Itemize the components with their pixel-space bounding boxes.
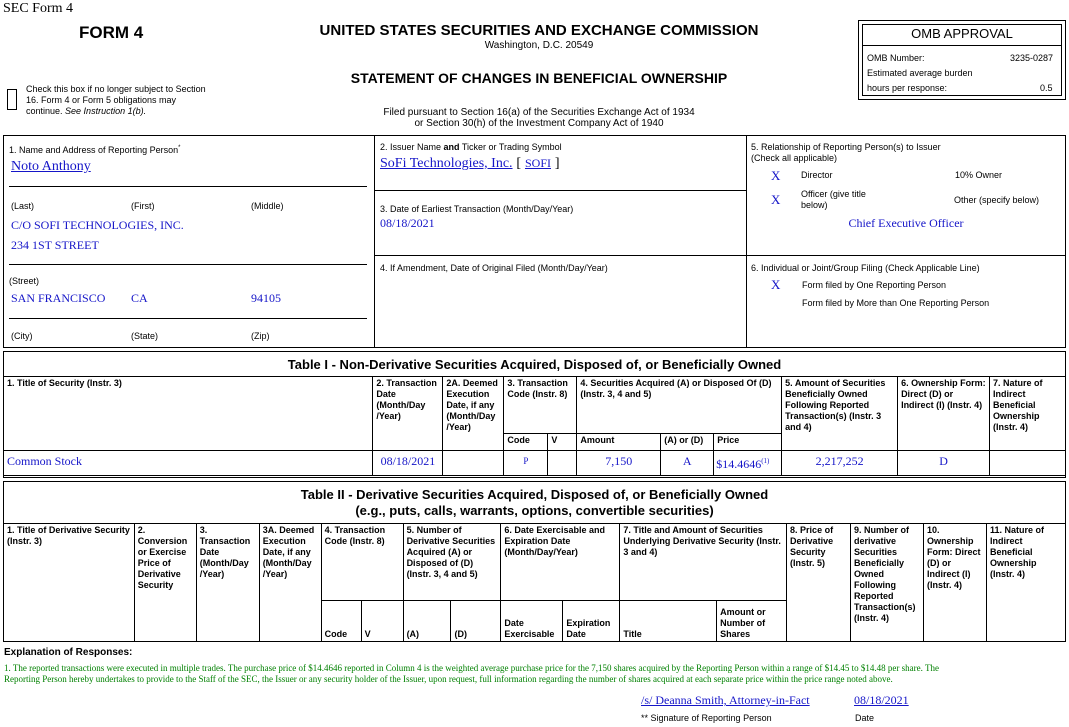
box6-label: 6. Individual or Joint/Group Filing (Check Applicable Line) [751,263,980,273]
table1 [3,376,1066,476]
t1-h7: 7. Nature of Indirect Beneficial Ownership (Instr. 4) [989,377,1065,451]
box2-label-text: Ticker or Trading Symbol [459,142,562,152]
table2 [3,523,1066,642]
table-row [4,451,1066,476]
ticker-link[interactable]: SOFI [524,156,551,170]
t2-h2: 2. Conversion or Exercise Price of Derivative Security [134,524,196,642]
explanation-label: Explanation of Responses: [4,647,133,658]
t1-owned: 2,217,252 [782,451,898,476]
t1-v [548,451,577,476]
t2-h7: 7. Title and Amount of Securities Underlying Derivative Security (Instr. 3 and 4) [620,524,787,601]
box2-label-text: 2. Issuer Name [380,142,444,152]
form-number: FORM 4 [79,23,144,42]
box5-sublabel: (Check all applicable) [751,153,838,163]
table2-title [3,487,1066,519]
t2-h4: 4. Transaction Code (Instr. 8) [321,524,403,601]
earliest-transaction-date: 08/18/2021 [380,216,435,230]
t1-title: Common Stock [4,451,373,476]
checkbox-instruction: See Instruction 1(b). [65,106,147,116]
t2-h5: 5. Number of Derivative Securities Acquired (A) or Disposed of (D) (Instr. 3, 4 and 5) [403,524,501,601]
t2-sub-title: Title [620,601,717,642]
filing-one-mark: X [771,277,781,292]
ten-pct-owner-label: 10% Owner [955,170,1003,180]
t2-sub-v: V [361,601,403,642]
box2-label-and: and [443,142,460,152]
t2-h11: 11. Nature of Indirect Beneficial Ownership (Instr. 4) [986,524,1065,642]
issuer-link[interactable]: SoFi Technologies, Inc. [380,156,513,171]
director-label: Director [801,170,833,180]
filing-more-label: Form filed by More than One Reporting Person [802,298,990,308]
t2-sub-d: (D) [451,601,501,642]
t1-deemed [443,451,504,476]
agency-location: Washington, D.C. 20549 [484,40,594,51]
t1-h4: 4. Securities Acquired (A) or Disposed Of (D) (Instr. 3, 4 and 5) [577,377,782,434]
officer-label [801,189,866,211]
ticker-bracket: ] [554,156,560,171]
last-label: (Last) [11,201,35,211]
box1-label-text: 1. Name and Address of Reporting Person [9,145,179,155]
t2-h3: 3. Transaction Date (Month/Day /Year) [196,524,259,642]
street-label: (Street) [9,276,40,286]
omb-number-label: OMB Number: [867,53,925,63]
omb-hours-label: hours per response: [867,83,948,93]
filing-one-label: Form filed by One Reporting Person [802,280,947,290]
omb-number-value: 3235-0287 [1010,53,1054,63]
state-label: (State) [131,331,159,341]
t2-h1: 1. Title of Derivative Security (Instr. 3) [4,524,135,642]
t1-h2a: 2A. Deemed Execution Date, if any (Month/Day /Year) [443,377,504,451]
signature-label: ** Signature of Reporting Person [641,713,772,723]
zip-value: 94105 [251,291,281,305]
officer-title: Chief Executive Officer [848,216,964,230]
first-label: (First) [131,201,155,211]
box4-label: 4. If Amendment, Date of Original Filed (Month/Day/Year) [380,263,608,273]
t1-code: P [504,451,548,476]
t1-amount: 7,150 [577,451,661,476]
form-title: STATEMENT OF CHANGES IN BENEFICIAL OWNERSHIP [350,70,728,86]
t2-h3a: 3A. Deemed Execution Date, if any (Month/Day /Year) [259,524,321,642]
officer-mark: X [771,192,781,207]
t1-date: 08/18/2021 [373,451,443,476]
footnote-1 [4,663,1064,685]
other-label: Other (specify below) [954,195,1040,205]
t1-form: D [898,451,990,476]
t1-price-cell [714,451,782,476]
t1-h3: 3. Transaction Code (Instr. 8) [504,377,577,434]
t1-sub-v: V [548,434,577,451]
checkbox-text-line: 16. Form 4 or Form 5 obligations may [26,95,177,105]
reporting-person-link[interactable]: Noto Anthony [11,159,91,174]
middle-label: (Middle) [251,201,284,211]
section16-checkbox[interactable] [7,89,17,110]
t1-sub-aord: (A) or (D) [661,434,714,451]
box1-asterisk: * [178,145,181,151]
signature-name[interactable]: /s/ Deanna Smith, Attorney-in-Fact [641,693,810,707]
t1-price: $14.4646 [716,457,762,471]
t1-sub-price: Price [714,434,782,451]
officer-label-line: Officer (give title [801,189,866,199]
filed-line-2: or Section 30(h) of the Investment Company Act of 1940 [414,118,664,129]
omb-hours-value: 0.5 [1040,83,1053,93]
signature-date-label: Date [855,713,875,723]
t2-h10: 10. Ownership Form: Direct (D) or Indirect (I) (Instr. 4) [923,524,986,642]
checkbox-text-line: continue. [26,106,63,116]
checkbox-text-line: Check this box if no longer subject to Section [26,84,206,94]
checkbox-text [26,84,226,117]
t1-h1: 1. Title of Security (Instr. 3) [4,377,373,451]
signature-date[interactable]: 08/18/2021 [854,693,909,707]
t1-h5: 5. Amount of Securities Beneficially Owned Following Reported Transaction(s) (Instr. 3 and 4) [782,377,898,451]
t1-sub-amount: Amount [577,434,661,451]
t2-sub-expiration: Expiration Date [563,601,620,642]
t2-h9: 9. Number of derivative Securities Beneficially Owned Following Reported Transaction(s) (Instr. 4) [851,524,924,642]
box5-label: 5. Relationship of Reporting Person(s) to Issuer [751,142,941,152]
footnote-1-link[interactable]: (1) [761,457,770,465]
omb-burden-label: Estimated average burden [867,68,973,78]
t1-aord: A [661,451,714,476]
table2-title-line: (e.g., puts, calls, warrants, options, convertible securities) [355,503,714,518]
officer-label-line: below) [801,200,828,210]
table2-title-line: Table II - Derivative Securities Acquired, Disposed of, or Beneficially Owned [300,487,769,502]
t1-nature [989,451,1065,476]
city-value: SAN FRANCISCO [11,291,106,305]
zip-label: (Zip) [251,331,270,341]
t1-sub-code: Code [504,434,548,451]
director-mark: X [771,168,781,183]
state-value: CA [131,291,148,305]
t2-h8: 8. Price of Derivative Security (Instr. 5) [787,524,851,642]
box2-label [380,142,562,153]
ticker-bracket: [ [516,156,522,171]
agency-name: UNITED STATES SECURITIES AND EXCHANGE COMMISSION [319,22,759,39]
footnote-1-line: 1. The reported transactions were executed in multiple trades. The purchase price of $14.4646 reported in Column 4 is the weighted average purchase price for the 7,150 shares acquired by the Reporting Person within a range of $14.45 to $14.48 per share. The [4,663,939,673]
address-line-1: C/O SOFI TECHNOLOGIES, INC. [11,218,184,232]
form-label: SEC Form 4 [3,1,74,16]
t2-sub-a: (A) [403,601,451,642]
filed-line-1: Filed pursuant to Section 16(a) of the Securities Exchange Act of 1934 [383,107,695,118]
footnote-1-line: Reporting Person hereby undertakes to provide to the Staff of the SEC, the Issuer or any security holder of the Issuer, upon request, full information regarding the number of shares acquired at each separate price within the price range noted above. [4,674,893,684]
t2-sub-code: Code [321,601,361,642]
t1-h2: 2. Transaction Date (Month/Day /Year) [373,377,443,451]
table1-title: Table I - Non-Derivative Securities Acquired, Disposed of, or Beneficially Owned [287,357,782,372]
t2-h6: 6. Date Exercisable and Expiration Date (Month/Day/Year) [501,524,620,601]
address-line-2: 234 1ST STREET [11,238,99,252]
box3-label: 3. Date of Earliest Transaction (Month/Day/Year) [380,204,574,214]
city-label: (City) [11,331,33,341]
box1-label [9,143,180,156]
t1-h6: 6. Ownership Form: Direct (D) or Indirect (I) (Instr. 4) [898,377,990,451]
omb-title: OMB APPROVAL [911,26,1013,41]
issuer-line [380,154,560,172]
t2-sub-amount: Amount or Number of Shares [717,601,787,642]
t2-sub-exercisable: Date Exercisable [501,601,563,642]
